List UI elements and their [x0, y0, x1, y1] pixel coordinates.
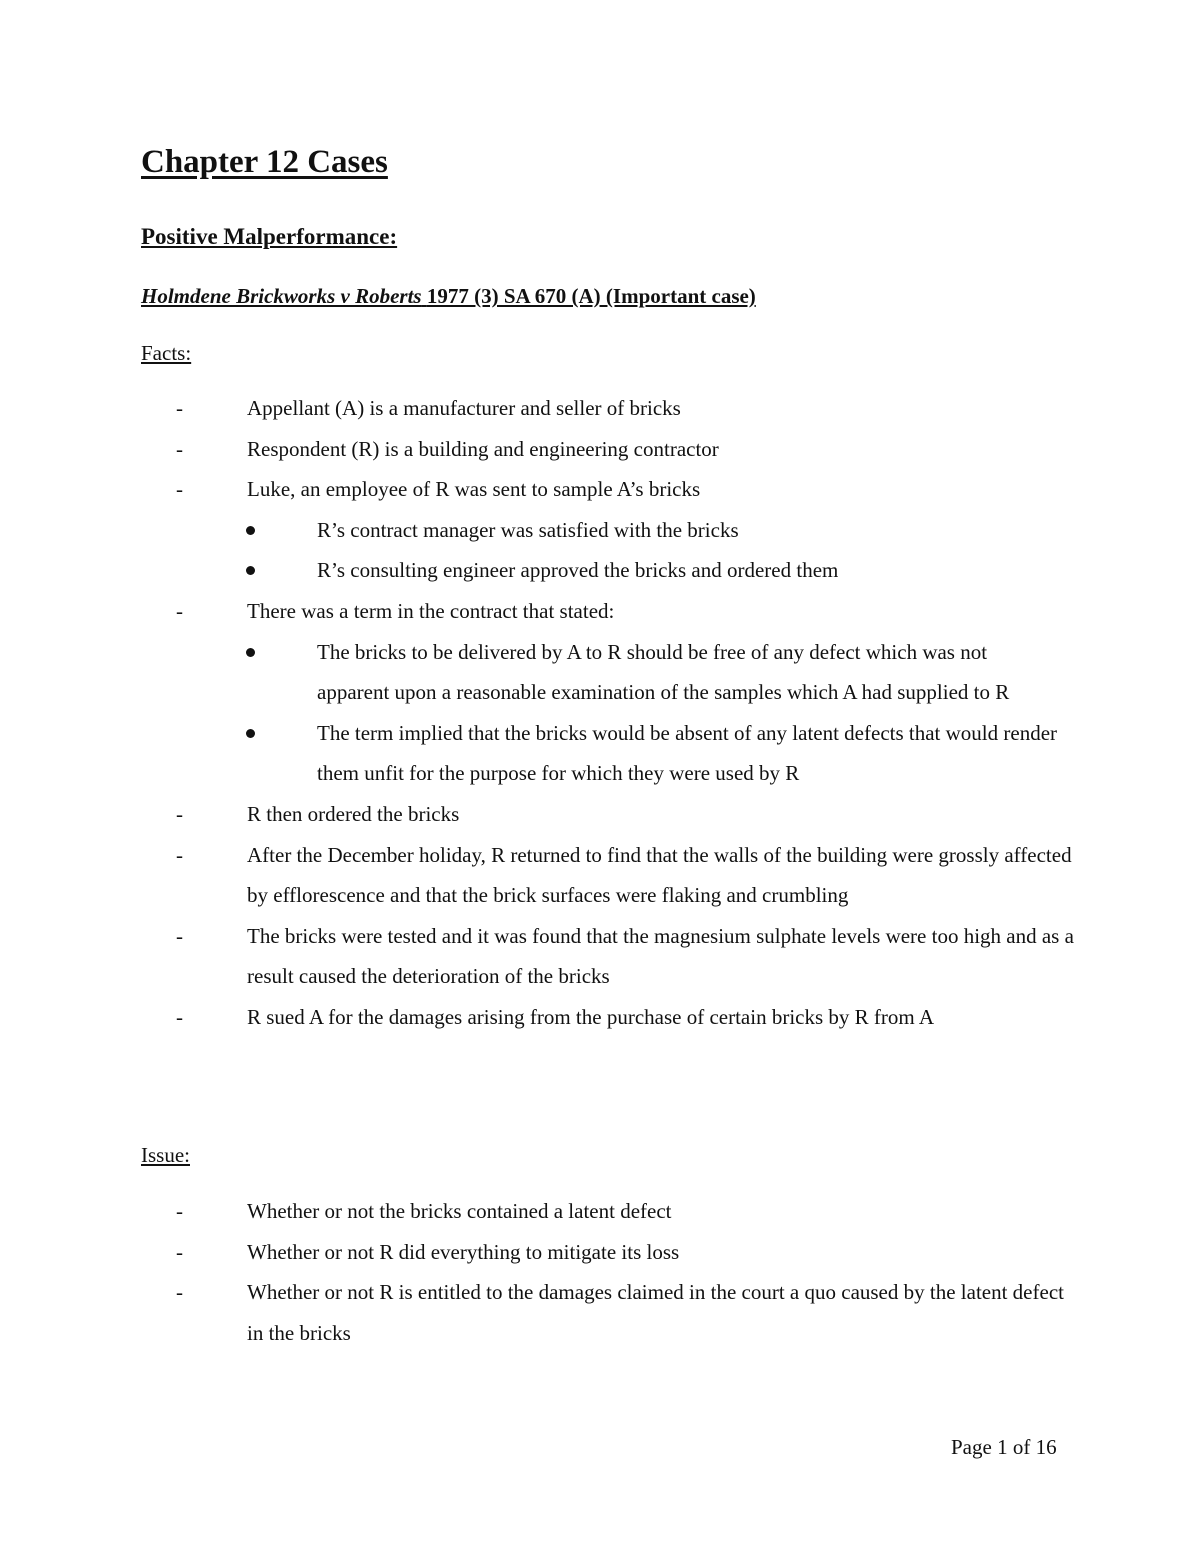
sub-list-item: R’s consulting engineer approved the bricks and ordered them — [0, 550, 1200, 591]
list-item: - R sued A for the damages arising from the purchase of certain bricks by R from A — [0, 997, 1200, 1038]
list-item: - The bricks were tested and it was found that the magnesium sulphate levels were too high and as a result caused the deterioration of the bricks — [0, 916, 1200, 997]
bullet-icon — [246, 566, 255, 575]
page-number: Page 1 of 16 — [951, 1435, 1057, 1459]
list-item: - Whether or not R did everything to mitigate its loss — [0, 1232, 1200, 1273]
list-item: - Whether or not the bricks contained a latent defect — [0, 1191, 1200, 1232]
list-item: - There was a term in the contract that stated: — [0, 591, 1200, 632]
dash-marker: - — [176, 1239, 183, 1264]
dash-marker: - — [176, 923, 183, 948]
bullet-icon — [246, 526, 255, 535]
issue-label: Issue: — [141, 1143, 190, 1167]
facts-list — [0, 388, 1200, 1038]
case-heading — [141, 281, 756, 311]
list-item: - Appellant (A) is a manufacturer and seller of bricks — [0, 388, 1200, 429]
bullet-icon — [246, 729, 255, 738]
dash-marker: - — [176, 1199, 183, 1223]
dash-marker: - — [176, 396, 183, 420]
bullet-icon — [246, 648, 255, 657]
dash-marker: - — [176, 801, 183, 826]
dash-marker: - — [176, 1280, 183, 1305]
list-item: - R then ordered the bricks — [0, 794, 1200, 835]
list-item: - Luke, an employee of R was sent to sample A’s bricks — [0, 469, 1200, 510]
issues-list — [0, 1191, 1200, 1353]
section-heading: Positive Malperformance: — [141, 224, 398, 249]
sub-list-item: The term implied that the bricks would be absent of any latent defects that would render them unfit for the purpose for which they were used by R — [0, 713, 1200, 794]
document-title: Chapter 12 Cases — [141, 144, 388, 180]
dash-marker: - — [176, 1004, 183, 1029]
sub-list-item: The bricks to be delivered by A to R should be free of any defect which was not apparent upon a reasonable examination of the samples which A had supplied to R — [0, 632, 1200, 713]
case-name: Holmdene Brickworks v Roberts — [141, 284, 422, 308]
list-item: - Respondent (R) is a building and engineering contractor — [0, 429, 1200, 470]
dash-marker: - — [176, 598, 183, 623]
dash-marker: - — [176, 436, 183, 461]
facts-label: Facts: — [141, 341, 192, 365]
case-citation: 1977 (3) SA 670 (A) (Important case) — [426, 284, 756, 308]
dash-marker: - — [176, 842, 183, 867]
list-item: - After the December holiday, R returned to find that the walls of the building were grossly affected by efflorescence and that the brick surfaces were flaking and crumbling — [0, 835, 1200, 916]
dash-marker: - — [176, 477, 183, 502]
sub-list-item: R’s contract manager was satisfied with the bricks — [0, 510, 1200, 551]
list-item: - Whether or not R is entitled to the damages claimed in the court a quo caused by the latent defect in the bricks — [0, 1272, 1200, 1353]
